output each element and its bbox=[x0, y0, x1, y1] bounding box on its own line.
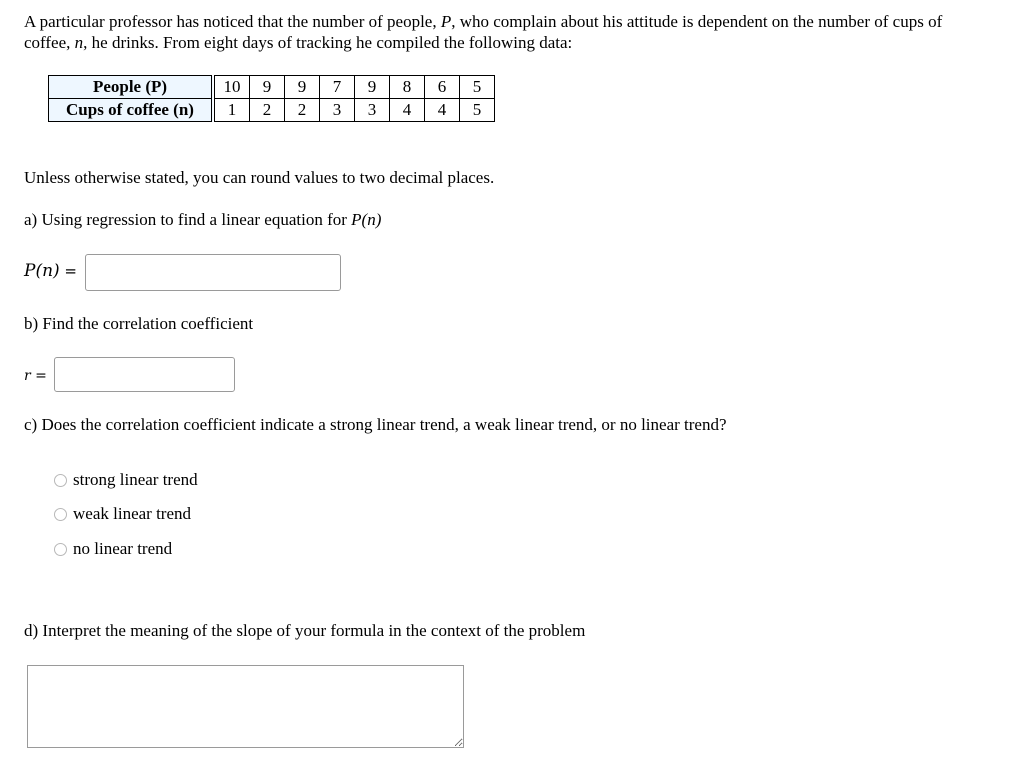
data-table bbox=[48, 75, 495, 122]
pn-label-var: P(n) bbox=[24, 261, 60, 281]
option-no-linear-trend[interactable] bbox=[54, 539, 172, 559]
radio-none[interactable] bbox=[54, 543, 67, 556]
people-row bbox=[49, 76, 495, 99]
r-label-var: r bbox=[24, 368, 31, 384]
people-cell: 9 bbox=[250, 76, 285, 99]
radio-strong[interactable] bbox=[54, 474, 67, 487]
people-cell: 6 bbox=[425, 76, 460, 99]
option-weak-linear-trend[interactable] bbox=[54, 504, 191, 524]
cups-cell: 4 bbox=[390, 99, 425, 122]
intro-var-p: P bbox=[440, 12, 452, 31]
people-cell: 10 bbox=[213, 76, 250, 99]
pn-label-equals: = bbox=[59, 262, 77, 280]
option-strong-linear-trend[interactable] bbox=[54, 470, 198, 490]
option-none-label: no linear trend bbox=[73, 539, 173, 558]
cups-cell: 2 bbox=[250, 99, 285, 122]
people-cell: 5 bbox=[460, 76, 495, 99]
intro-text-1: A particular professor has noticed that the number of people, bbox=[24, 12, 441, 31]
cups-row-header: Cups of coffee (n) bbox=[49, 99, 214, 122]
cups-cell: 2 bbox=[285, 99, 320, 122]
pn-answer-label bbox=[24, 261, 77, 281]
pn-equation-input[interactable] bbox=[85, 254, 341, 291]
question-d: d) Interpret the meaning of the slope of your formula in the context of the problem bbox=[24, 621, 586, 640]
people-cell: 9 bbox=[355, 76, 390, 99]
intro-var-n: n bbox=[74, 33, 84, 52]
people-cell: 9 bbox=[285, 76, 320, 99]
radio-weak[interactable] bbox=[54, 508, 67, 521]
people-row-header: People (P) bbox=[49, 76, 214, 99]
cups-cell: 1 bbox=[213, 99, 250, 122]
question-a-text: a) Using regression to find a linear equation for bbox=[24, 210, 352, 229]
r-label-equals: = bbox=[30, 368, 47, 384]
option-weak-label: weak linear trend bbox=[73, 504, 191, 523]
correlation-input[interactable] bbox=[54, 357, 235, 392]
cups-cell: 3 bbox=[355, 99, 390, 122]
slope-interpretation-textarea[interactable] bbox=[27, 665, 464, 748]
r-answer-label bbox=[24, 368, 47, 384]
option-strong-label: strong linear trend bbox=[73, 470, 198, 489]
question-a-func: P(n) bbox=[351, 210, 382, 229]
people-cell: 8 bbox=[390, 76, 425, 99]
people-cell: 7 bbox=[320, 76, 355, 99]
question-a bbox=[24, 210, 381, 230]
cups-row bbox=[49, 99, 495, 122]
rounding-note: Unless otherwise stated, you can round values to two decimal places. bbox=[24, 168, 495, 187]
intro-text-3: , he drinks. From eight days of tracking he compiled the following data: bbox=[83, 33, 573, 52]
cups-cell: 5 bbox=[460, 99, 495, 122]
cups-cell: 4 bbox=[425, 99, 460, 122]
cups-cell: 3 bbox=[320, 99, 355, 122]
question-c: c) Does the correlation coefficient indicate a strong linear trend, a weak linear trend, or no linear trend? bbox=[24, 415, 727, 434]
question-b: b) Find the correlation coefficient bbox=[24, 314, 254, 333]
intro-text-2: , who complain about his attitude is dependent on the number of cups of coffee, bbox=[24, 12, 943, 52]
problem-statement bbox=[24, 11, 984, 53]
